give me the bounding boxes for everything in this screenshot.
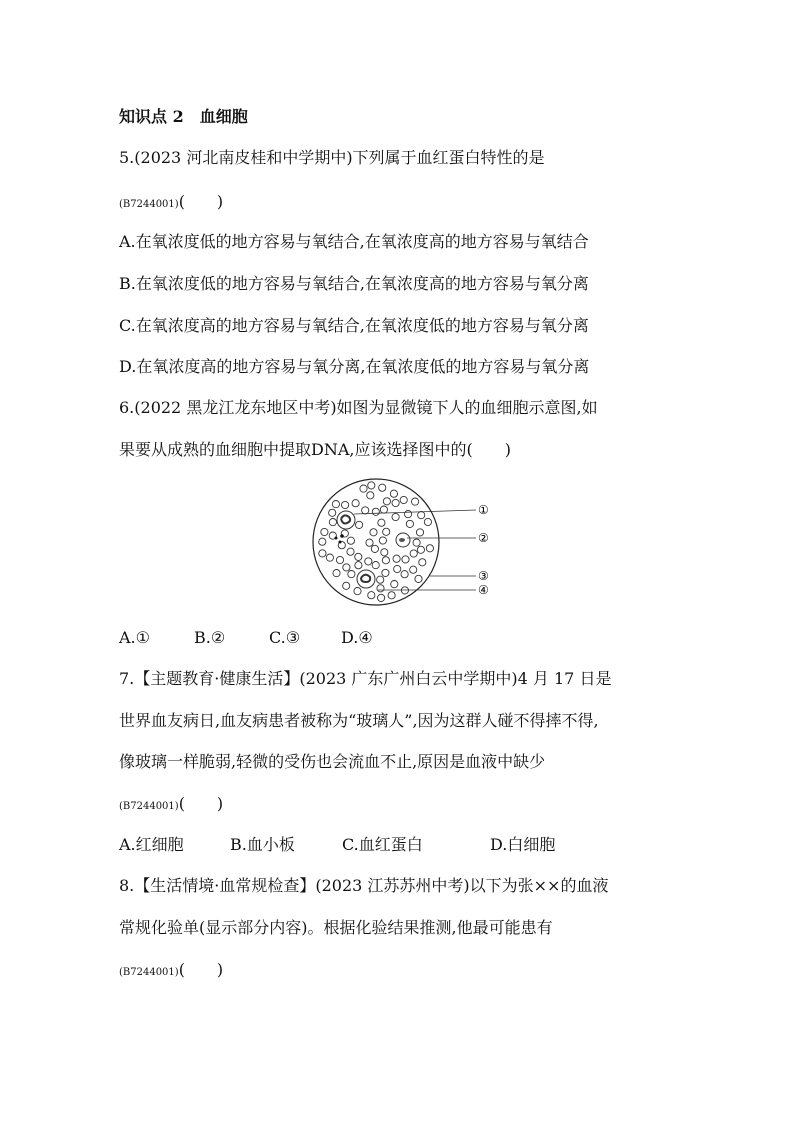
q6-option-d: D.④ [341,628,373,647]
q7-options [119,834,555,856]
q6-option-a: A.① [119,628,150,647]
q7-option-b: B.血小板 [230,835,295,854]
q5-option-a: A.在氧浓度低的地方容易与氧结合,在氧浓度高的地方容易与氧结合 [119,232,589,251]
q5-option-b: B.在氧浓度低的地方容易与氧结合,在氧浓度高的地方容易与氧分离 [119,274,589,293]
red-blood-cells [319,482,434,602]
q8-stem-line2: 常规化验单(显示部分内容)。根据化验结果推测,他最可能患有 [119,918,553,937]
q7-option-a: A.红细胞 [119,835,184,854]
blood-cell-diagram [310,472,500,617]
q6-options [119,627,373,649]
white-blood-cell-2 [357,570,375,588]
q5-answer-paren: ( ) [178,192,224,211]
q7-code-line [119,793,223,818]
q7-stem-line2: 世界血友病日,血友病患者被称为“玻璃人”,因为这群人碰不得摔不得, [119,711,599,730]
q6-stem-line2: 果要从成熟的血细胞中提取DNA,应该选择图中的( ) [119,440,511,459]
q6-stem-line1: 6.(2022 黑龙江龙东地区中考)如图为显微镜下人的血细胞示意图,如 [119,398,598,417]
q8-code-line [119,959,223,984]
q7-option-d: D.白细胞 [490,835,556,854]
q5-code: (B7244001) [119,199,179,210]
q8-stem-line1: 8.【生活情境·血常规检查】(2023 江苏苏州中考)以下为张××的血液 [119,876,609,895]
q5-option-d: D.在氧浓度高的地方容易与氧分离,在氧浓度低的地方容易与氧分离 [119,357,590,376]
q5-code-line [119,191,223,216]
q5-stem: 5.(2023 河北南皮桂和中学期中)下列属于血红蛋白特性的是 [119,148,545,167]
white-blood-cell-3 [396,533,410,547]
q7-stem-line3: 像玻璃一样脆弱,轻微的受伤也会流血不止,原因是血液中缺少 [119,752,546,771]
q8-code: (B7244001) [119,967,179,978]
q5-option-c: C.在氧浓度高的地方容易与氧结合,在氧浓度低的地方容易与氧分离 [119,316,589,335]
label-4: ④ [478,583,489,597]
label-1: ① [478,503,489,517]
q6-option-b: B.② [194,628,226,647]
q8-answer-paren: ( ) [178,960,224,979]
q7-answer-paren: ( ) [178,794,224,813]
q6-option-c: C.③ [269,628,301,647]
q7-stem-line1: 7.【主题教育·健康生活】(2023 广东广州白云中学期中)4 月 17 日是 [119,669,612,688]
white-blood-cell-1 [337,511,355,529]
q7-option-c: C.血红蛋白 [342,835,423,854]
label-3: ③ [478,569,489,583]
q7-code: (B7244001) [119,801,179,812]
label-2: ② [478,531,489,545]
section-heading: 知识点 2 血细胞 [119,107,248,126]
